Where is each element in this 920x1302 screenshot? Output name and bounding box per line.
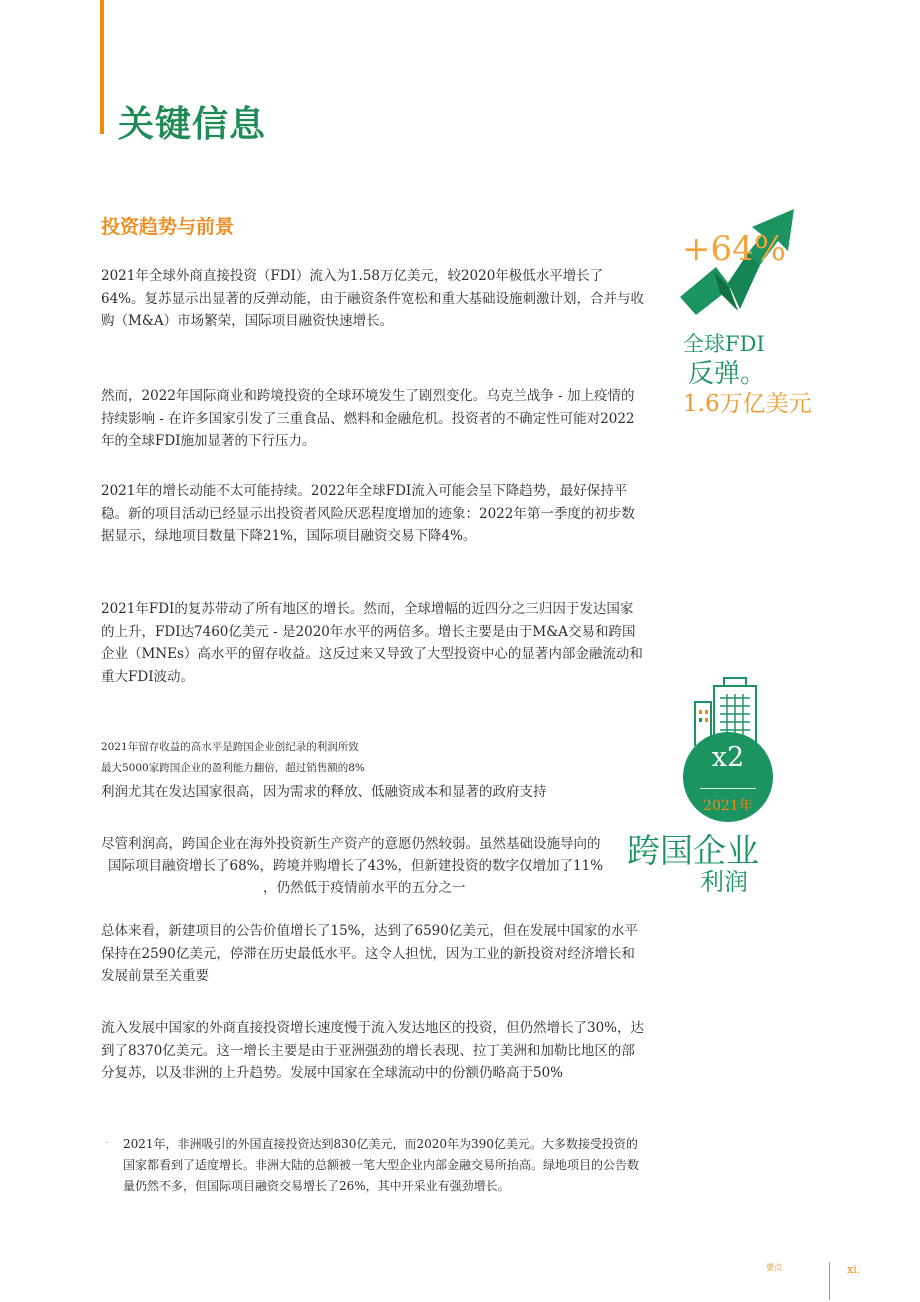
- infra-finance-line-2: 国际项目融资增长了68%，跨境并购增长了43%，但新建投资的数字仅增加了11%: [108, 858, 604, 874]
- fdi-label-rebound: 反弹。: [688, 359, 767, 389]
- profit-multiplier-value: x2: [711, 742, 745, 773]
- paragraph-developing-economies: 流入发展中国家的外商直接投资增长速度慢于流入发达地区的投资，但仍然增长了30%，达到了8370亿美元。这一增长主要是由于亚洲强劲的增长表现、拉丁美洲和加勒比地区的部分复苏，以及非洲的上升趋势。发展中国家在全球流动中的份额仍略高于50%: [101, 1020, 645, 1081]
- infra-finance-line-1: 尽管利润高，跨国企业在海外投资新生产资产的意愿仍然较弱。虽然基础设施导向的: [101, 836, 601, 852]
- paragraph-growth-outlook: 2021年的增长动能不太可能持续。2022年全球FDI流入可能会呈下降趋势，最好保持平稳。新的项目活动已经显示出投资者风险厌恶程度增加的迹象：2022年第一季度的初步数据显示，绿地项目数量下降21%，国际项目融资交易下降4%。: [101, 483, 635, 544]
- page-title: 关键信息: [118, 104, 267, 145]
- fdi-label-global: 全球FDI: [683, 332, 765, 356]
- mne-profitability-line: 最大5000家跨国企业的盈利能力翻倍，超过销售额的8%: [101, 762, 365, 774]
- infra-finance-line-3: ，仍然低于疫情前水平的五分之一: [263, 880, 466, 896]
- fdi-growth-value: +64%: [682, 229, 787, 269]
- section-heading: 投资趋势与前景: [101, 216, 235, 238]
- profit-year-label: 2021年: [703, 798, 753, 814]
- paragraph-global-environment: 然而，2022年国际商业和跨境投资的全球环境发生了剧烈变化。乌克兰战争 - 加上疫情的持续影响 - 在许多国家引发了三重食品、燃料和金融危机。投资者的不确定性可能对2022年的全球FDI施加显著的下行压力。: [101, 388, 635, 449]
- paragraph-greenfield: 总体来看，新建项目的公告价值增长了15%，达到了6590亿美元，但在发展中国家的水平保持在2590亿美元，停滞在历史最低水平。这令人担忧，因为工业的新投资对经济增长和发展前景至关重要: [101, 923, 638, 984]
- page-number: xi.: [847, 1263, 861, 1276]
- paragraph-fdi-rebound: 2021年全球外商直接投资（FDI）流入为1.58万亿美元，较2020年极低水平增长了64%。复苏显示出显著的反弹动能，由于融资条件宽松和重大基础设施刺激计划，合并与收购（M&A）市场繁荣，国际项目融资快速增长。: [101, 268, 645, 329]
- mne-retained-earnings-line: 2021年留存收益的高水平是跨国企业创纪录的利润所致: [101, 741, 359, 753]
- bullet-marker: ·: [105, 1138, 109, 1149]
- mne-label: 跨国企业: [627, 831, 759, 870]
- footer-divider: [829, 1262, 830, 1300]
- fdi-label-amount: 1.6万亿美元: [683, 391, 812, 417]
- footer-section-label: 要点: [766, 1263, 782, 1272]
- bullet-africa: 2021年，非洲吸引的外国直接投资达到830亿美元，而2020年为390亿美元。大多数接受投资的国家都看到了适度增长。非洲大陆的总额被一笔大型企业内部金融交易所抬高。绿地项目的公告数量仍然不多，但国际项目融资交易增长了26%，其中开采业有强劲增长。: [123, 1137, 640, 1193]
- paragraph-regional-growth: 2021年FDI的复苏带动了所有地区的增长。然而，全球增幅的近四分之三归因于发达国家的上升，FDI达7460亿美元 - 是2020年水平的两倍多。增长主要是由于M&A交易和跨国企业（MNEs）高水平的留存收益。这反过来又导致了大型投资中心的显著内部金融流动和重大FDI波动。: [101, 601, 643, 685]
- circle-divider: [700, 788, 756, 789]
- mne-profits-developed-line: 利润尤其在发达国家很高，因为需求的释放、低融资成本和显著的政府支持: [101, 784, 547, 800]
- title-accent-bar: [100, 0, 104, 134]
- profit-label: 利润: [700, 868, 748, 896]
